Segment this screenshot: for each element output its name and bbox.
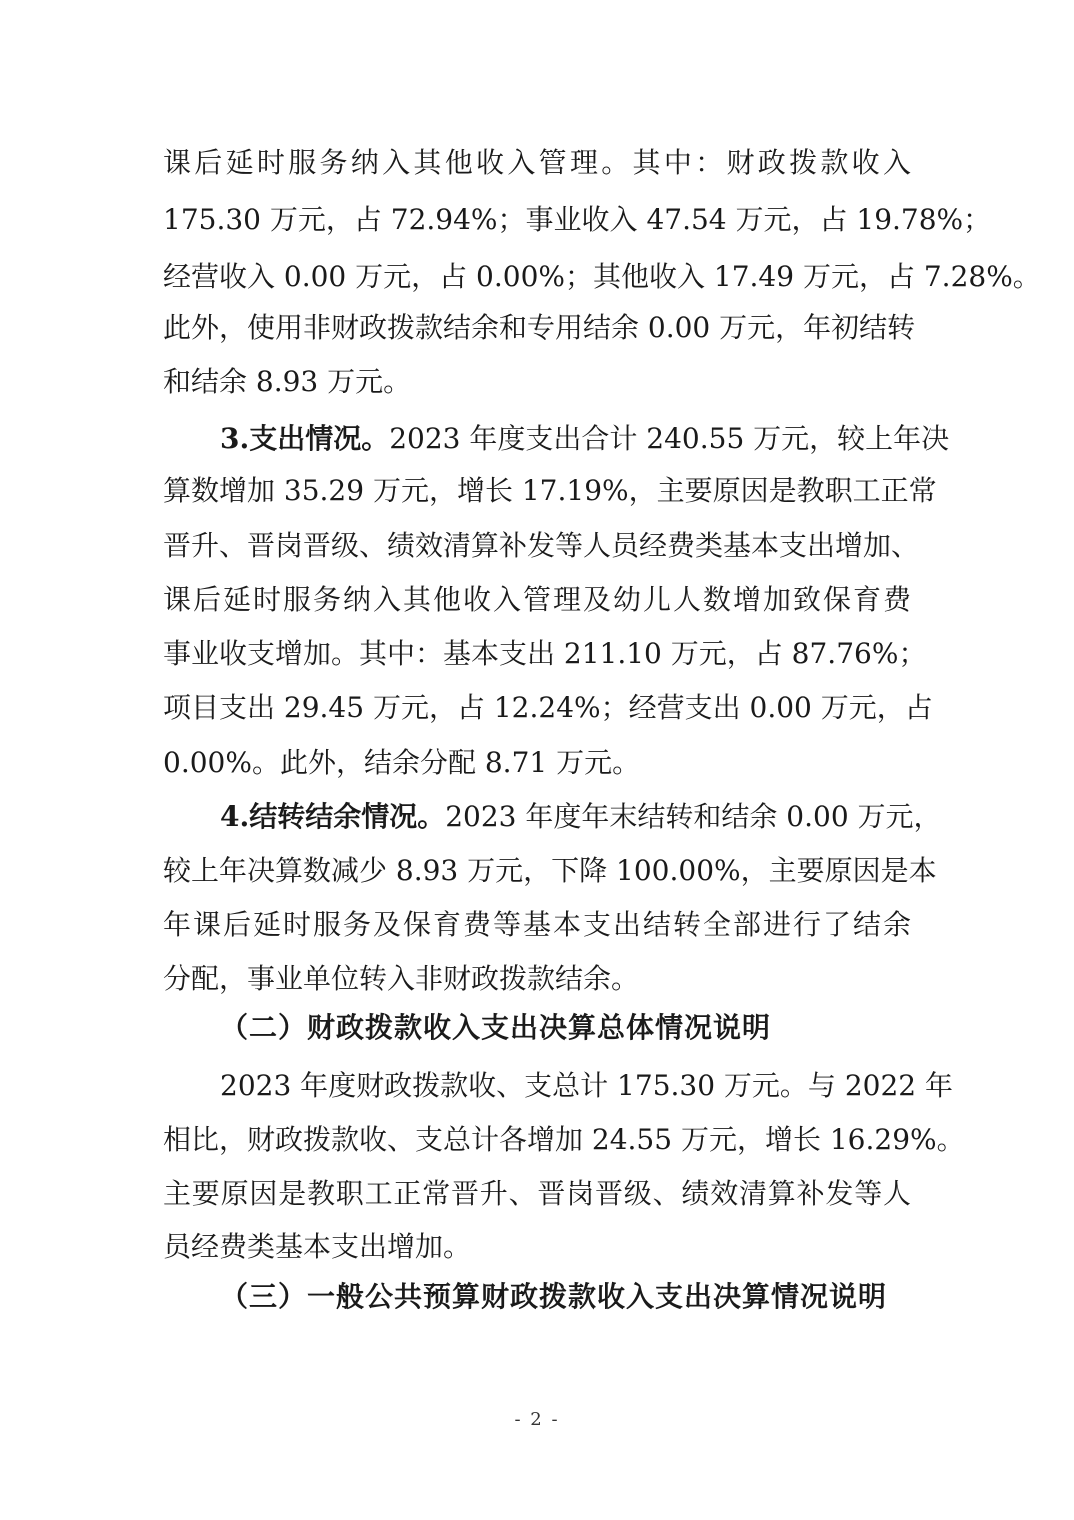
expenditure-first-line-text: 2023 年度支出合计 240.55 万元，较上年决 [389, 422, 950, 455]
section-2-line-2: 相比，财政拨款收、支总计各增加 24.55 万元，增长 16.29%。 [163, 1123, 965, 1156]
expenditure-line-7: 0.00%。此外，结余分配 8.71 万元。 [163, 746, 641, 779]
page-number: - 2 - [514, 1409, 560, 1430]
carryover-line-3: 年课后延时服务及保育费等基本支出结转全部进行了结余 [163, 908, 911, 941]
expenditure-line-6: 项目支出 29.45 万元，占 12.24%；经营支出 0.00 万元，占 [163, 691, 933, 724]
expenditure-title: 3.支出情况。 [220, 422, 390, 455]
expenditure-first-line [220, 419, 950, 459]
section-2-line-3: 主要原因是教职工正常晋升、晋岗晋级、绩效清算补发等人 [163, 1177, 911, 1210]
income-line-3: 经营收入 0.00 万元，占 0.00%；其他收入 17.49 万元，占 7.28%。 [163, 260, 1041, 293]
expenditure-line-5: 事业收支增加。其中：基本支出 211.10 万元，占 87.76%； [163, 637, 927, 670]
income-line-2: 175.30 万元，占 72.94%；事业收入 47.54 万元，占 19.78%； [163, 203, 992, 236]
expenditure-line-4: 课后延时服务纳入其他收入管理及幼儿人数增加致保育费 [163, 583, 911, 616]
section-2-line-1: 2023 年度财政拨款收、支总计 175.30 万元。与 2022 年 [220, 1069, 953, 1102]
carryover-first-line [220, 797, 942, 837]
section-2-heading: （二）财政拨款收入支出决算总体情况说明 [220, 1011, 772, 1044]
expenditure-line-3: 晋升、晋岗晋级、绩效清算补发等人员经费类基本支出增加、 [163, 529, 920, 562]
section-2-line-4: 员经费类基本支出增加。 [163, 1230, 472, 1263]
income-line-5: 和结余 8.93 万元。 [163, 365, 412, 398]
carryover-line-4: 分配，事业单位转入非财政拨款结余。 [163, 962, 640, 995]
section-3-heading: （三）一般公共预算财政拨款收入支出决算情况说明 [220, 1280, 888, 1313]
income-line-4: 此外，使用非财政拨款结余和专用结余 0.00 万元，年初结转 [163, 311, 916, 344]
carryover-title: 4.结转结余情况。 [220, 800, 446, 833]
carryover-first-line-text: 2023 年度年末结转和结余 0.00 万元， [445, 800, 942, 833]
expenditure-line-2: 算数增加 35.29 万元，增长 17.19%，主要原因是教职工正常 [163, 474, 937, 507]
income-line-1: 课后延时服务纳入其他收入管理。其中：财政拨款收入 [163, 146, 911, 179]
carryover-line-2: 较上年决算数减少 8.93 万元，下降 100.00%，主要原因是本 [163, 854, 937, 887]
